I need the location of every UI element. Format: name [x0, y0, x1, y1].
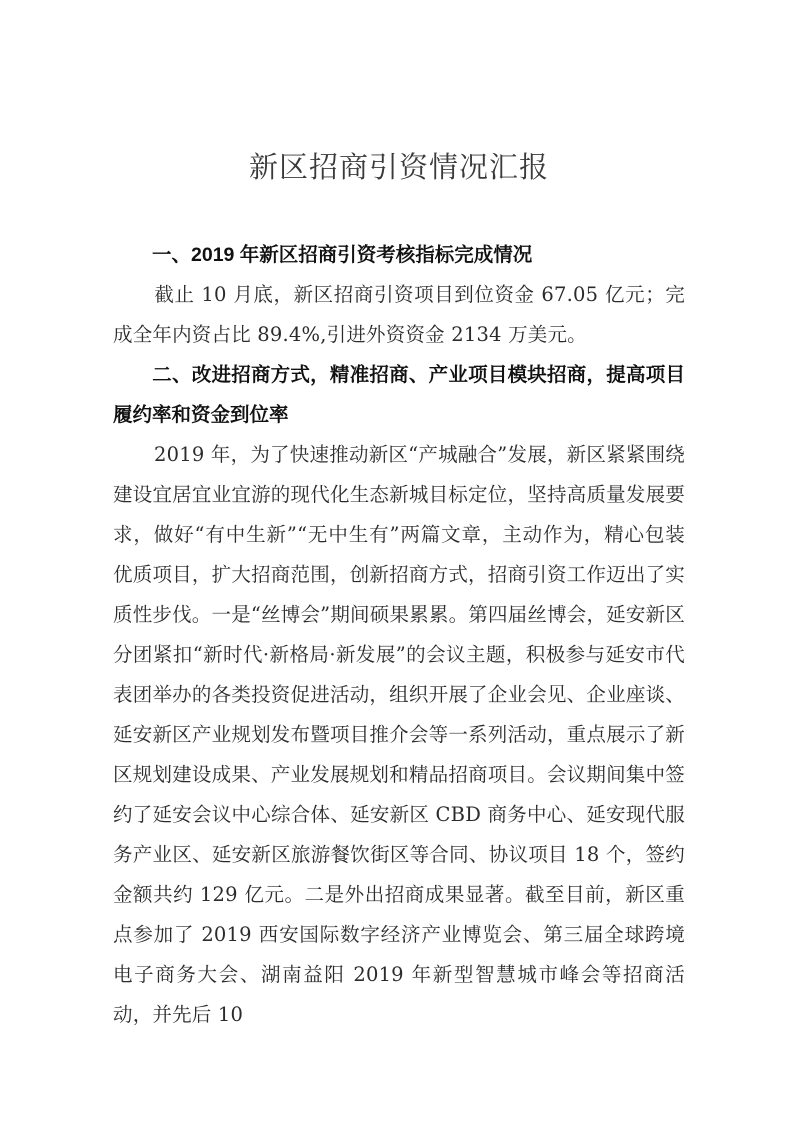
section-heading-1-text: 一、2019 年新区招商引资考核指标完成情况	[152, 244, 533, 267]
section-heading-1	[113, 235, 685, 275]
paragraph-1	[113, 275, 685, 355]
section-heading-2	[113, 355, 685, 435]
document-content	[113, 0, 685, 1035]
section-heading-2-text: 二、改进招商方式，精准招商、产业项目模块招商，提高项目履约率和资金到位率	[113, 364, 685, 427]
paragraph-2-text: 2019 年，为了快速推动新区“产城融合”发展，新区紧紧围绕建设宜居宜业宜游的现代化生态新城目标定位，坚持高质量发展要求，做好“有中生新”“无中生有”两篇文章，主动作为，精心包装优质项目，扩大招商范围，创新招商方式，招商引资工作迈出了实质性步伐。一是“丝博会”期间硕果累累。第四届丝博会，延安新区分团紧扣“新时代·新格局·新发展”的会议主题，积极参与延安市代表团举办的各类投资促进活动，组织开展了企业会见、企业座谈、延安新区产业规划发布暨项目推介会等一系列活动，重点展示了新区规划建设成果、产业发展规划和精品招商项目。会议期间集中签约了延安会议中心综合体、延安新区 CBD 商务中心、延安现代服务产业区、延安新区旅游餐饮街区等合同、协议项目 18 个，签约金额共约 129 亿元。二是外出招商成果显著。截至目前，新区重点参加了 2019 西安国际数字经济产业博览会、第三届全球跨境电子商务大会、湖南益阳 2019 年新型智慧城市峰会等招商活动，并先后 10	[113, 443, 685, 1027]
paragraph-1-text: 截止 10 月底，新区招商引资项目到位资金 67.05 亿元；完成全年内资占比 89.4%,引进外资资金 2134 万美元。	[113, 283, 685, 347]
paragraph-2	[113, 435, 685, 1035]
page-title: 新区招商引资情况汇报	[248, 150, 549, 184]
